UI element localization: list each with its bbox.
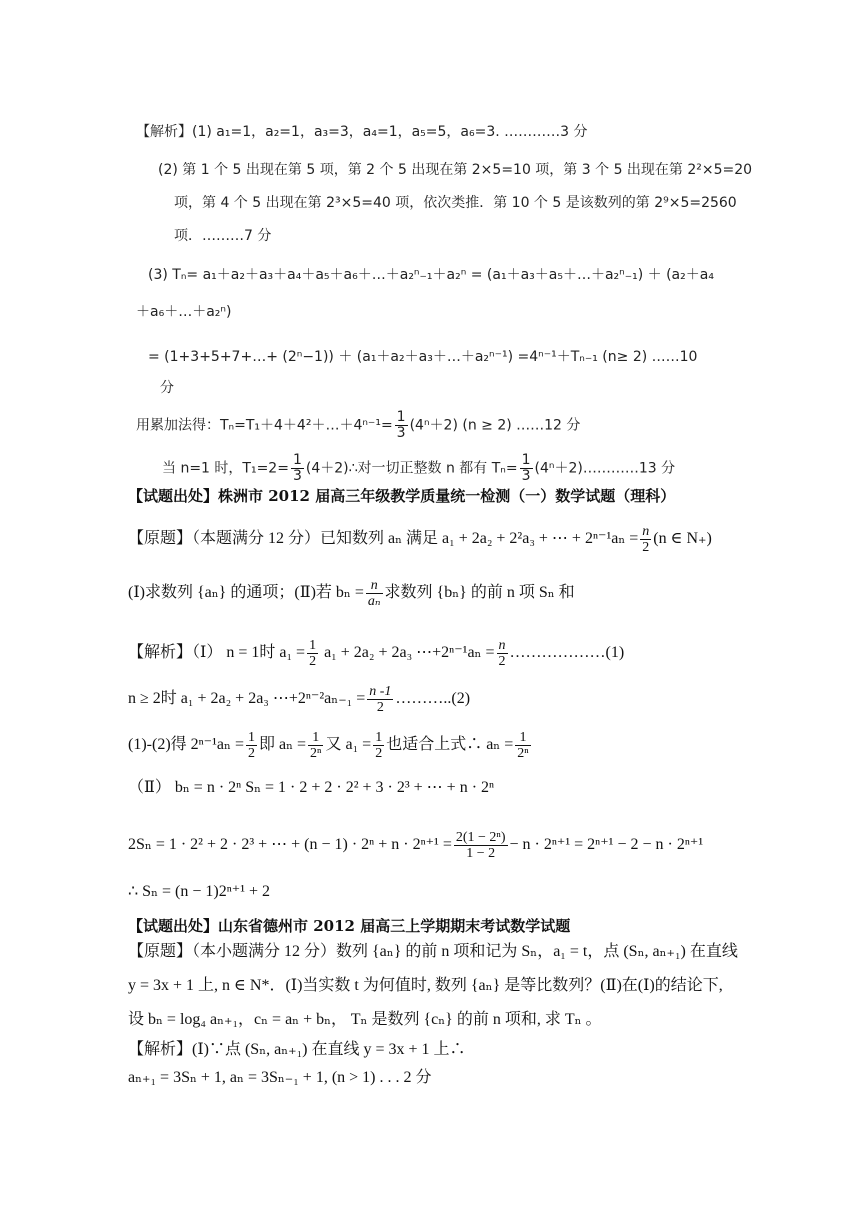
fraction-denominator: 3 [396, 425, 406, 441]
questions-text-a: (Ⅰ)求数列 {aₙ} 的通项；(Ⅱ)若 bₙ = [128, 584, 364, 602]
solution-part2-line3: 项．………7 分 [174, 228, 272, 244]
sum-text-b: (4ⁿ＋2) (n ≥ 2) ……12 分 [409, 417, 581, 434]
fraction-denominator: 2 [375, 746, 383, 761]
solution-part2-line2: 项，第 4 个 5 出现在第 2³×5=40 项，依次类推．第 10 个 5 是该数列的第 2⁹×5=2560 [174, 195, 737, 211]
answer1-fraction-1 [307, 638, 318, 669]
answer2-fraction [367, 684, 393, 715]
problem2-line2: y = 3x + 1 上, n ∈ N*．(Ⅰ)当实数 t 为何值时, 数列 {aₙ} 是等比数列？(Ⅱ)在(Ⅰ)的结论下, [128, 977, 723, 994]
n1-fraction-1 [291, 453, 304, 484]
answer1-line1 [128, 638, 624, 669]
answer1-line5 [128, 830, 703, 861]
answer1-line6: ∴ Sₙ = (n − 1)2ⁿ⁺¹ + 2 [128, 883, 271, 900]
answer3-text-c: 又 a₁ = [325, 736, 372, 754]
fraction-denominator: 2 [309, 654, 317, 669]
answer3-fraction-4 [515, 730, 530, 761]
solution-sum-line [136, 410, 580, 441]
fraction-numerator: n [642, 524, 650, 539]
problem2-solution-line1: 【解析】(Ⅰ)∵点 (Sₙ, aₙ₊₁) 在直线 y = 3x + 1 上∴ [128, 1041, 466, 1058]
answer5-text-a: 2Sₙ = 1 · 2² + 2 · 2³ + ⋯ + (n − 1) · 2ⁿ + n · 2ⁿ⁺¹ = [128, 836, 452, 854]
questions-text-b: 求数列 {bₙ} 的前 n 项 Sₙ 和 [384, 584, 575, 602]
n1-text-b: (4＋2)∴对一切正整数 n 都有 Tₙ= [305, 460, 518, 477]
fraction-numerator: 1 [515, 730, 530, 746]
solution-part2-line1: (2) 第 1 个 5 出现在第 5 项，第 2 个 5 出现在第 2×5=10 项，第 3 个 5 出现在第 2²×5=20 [158, 162, 753, 178]
fraction-numerator: 1 [375, 730, 383, 745]
answer3-fraction-1 [246, 730, 257, 761]
problem2-solution-line2: aₙ₊₁ = 3Sₙ + 1, aₙ = 3Sₙ₋₁ + 1, (n > 1) . . . 2 分 [128, 1069, 432, 1086]
fraction-numerator: 1 [396, 409, 406, 425]
answer5-text-b: − n · 2ⁿ⁺¹ = 2ⁿ⁺¹ − 2 − n · 2ⁿ⁺¹ [509, 836, 704, 854]
solution-part3-line1: (3) Tₙ= a₁＋a₂＋a₃＋a₄＋a₅＋a₆＋…＋a₂ⁿ₋₁＋a₂ⁿ = (a₁＋a₃＋a₅＋…＋a₂ⁿ₋₁) ＋ (a₂＋a₄ [148, 267, 714, 283]
solution-part3-line2: ＋a₆＋…＋a₂ⁿ) [136, 304, 232, 320]
answer1-fraction-2 [497, 638, 508, 669]
answer1-line2 [128, 684, 470, 715]
questions-fraction [366, 578, 383, 609]
problem2-line3: 设 bₙ = log₄ aₙ₊₁，cₙ = aₙ + bₙ， Tₙ 是数列 {cₙ} 的前 n 项和, 求 Tₙ 。 [128, 1011, 602, 1028]
sum-text-a: 用累加法得：Tₙ=T₁＋4＋4²＋…＋4ⁿ⁻¹= [136, 417, 393, 434]
fraction-denominator: aₙ [367, 594, 381, 609]
solution-part3-line4: 分 [160, 380, 174, 396]
n1-text-a: 当 n=1 时，T₁=2= [162, 460, 289, 477]
solution-part1: 【解析】(1) a₁=1，a₂=1，a₃=3，a₄=1，a₅=5，a₆=3. …………3 分 [136, 124, 588, 140]
fraction-denominator: 2 [376, 700, 384, 715]
answer2-text-a: n ≥ 2时 a₁ + 2a₂ + 2a₃ ⋯+2ⁿ⁻²aₙ₋₁ = [128, 690, 366, 708]
fraction-numerator: 2(1 − 2ⁿ) [455, 830, 506, 845]
answer1-line4: （Ⅱ） bₙ = n · 2ⁿ Sₙ = 1 · 2 + 2 · 2² + 3 · 2³ + ⋯ + n · 2ⁿ [128, 779, 495, 796]
answer3-text-d: 也适合上式∴ aₙ = [386, 736, 514, 754]
fraction-denominator: 2ⁿ [517, 746, 529, 761]
problem1-fraction [640, 524, 651, 555]
n1-text-c: (4ⁿ＋2)…………13 分 [534, 460, 676, 477]
solution-n1-line [162, 453, 675, 484]
problem1-statement [128, 524, 712, 555]
fraction-denominator: 2 [642, 540, 650, 555]
problem1-questions [128, 578, 575, 609]
solution-part3-line3: = (1+3+5+7+…+ (2ⁿ−1)) ＋ (a₁＋a₂＋a₃＋…＋a₂ⁿ⁻¹) =4ⁿ⁻¹＋Tₙ₋₁ (n≥ 2) ……10 [148, 349, 698, 365]
fraction-numerator: 1 [309, 638, 317, 653]
fraction-numerator: n [498, 638, 506, 653]
fraction-denominator: 1 − 2 [466, 846, 496, 861]
fraction-numerator: 1 [292, 452, 302, 468]
fraction-numerator: 1 [521, 452, 531, 468]
answer5-fraction [454, 830, 508, 861]
answer3-fraction-2 [308, 730, 323, 761]
answer1-text-a: 【解析】（Ⅰ） n = 1时 a₁ = [128, 644, 306, 662]
answer3-text-a: (1)-(2)得 2ⁿ⁻¹aₙ = [128, 736, 244, 754]
fraction-denominator: 3 [521, 468, 531, 484]
source-heading-2: 【试题出处】山东省德州市 2012 届高三上学期期末考试数学试题 [128, 917, 571, 935]
fraction-numerator: 1 [308, 730, 323, 746]
fraction-denominator: 2 [247, 746, 255, 761]
answer3-fraction-3 [373, 730, 384, 761]
fraction-numerator: n [366, 578, 383, 594]
problem2-line1: 【原题】（本小题满分 12 分）数列 {aₙ} 的前 n 项和记为 Sₙ，a₁ = t，点 (Sₙ, aₙ₊₁) 在直线 [128, 943, 738, 960]
fraction-denominator: 2 [498, 654, 506, 669]
fraction-numerator: n -1 [369, 684, 392, 699]
problem1-text-b: (n ∈ N₊) [653, 530, 712, 548]
answer1-text-c: ………………(1) [509, 644, 625, 662]
problem1-text-a: 【原题】（本题满分 12 分）已知数列 aₙ 满足 a₁ + 2a₂ + 2²a₃ + ⋯ + 2ⁿ⁻¹aₙ = [128, 530, 639, 548]
source-heading-1: 【试题出处】株洲市 2012 届高三年级教学质量统一检测（一）数学试题（理科） [128, 487, 676, 505]
sum-fraction [395, 410, 408, 441]
n1-fraction-2 [520, 453, 533, 484]
fraction-denominator: 2ⁿ [310, 746, 322, 761]
answer3-text-b: 即 aₙ = [258, 736, 307, 754]
fraction-denominator: 3 [292, 468, 302, 484]
answer1-text-b: a₁ + 2a₂ + 2a₃ ⋯+2ⁿ⁻¹aₙ = [320, 644, 495, 662]
answer1-line3 [128, 730, 533, 761]
answer2-text-b: ………..(2) [395, 690, 471, 708]
fraction-numerator: 1 [247, 730, 255, 745]
